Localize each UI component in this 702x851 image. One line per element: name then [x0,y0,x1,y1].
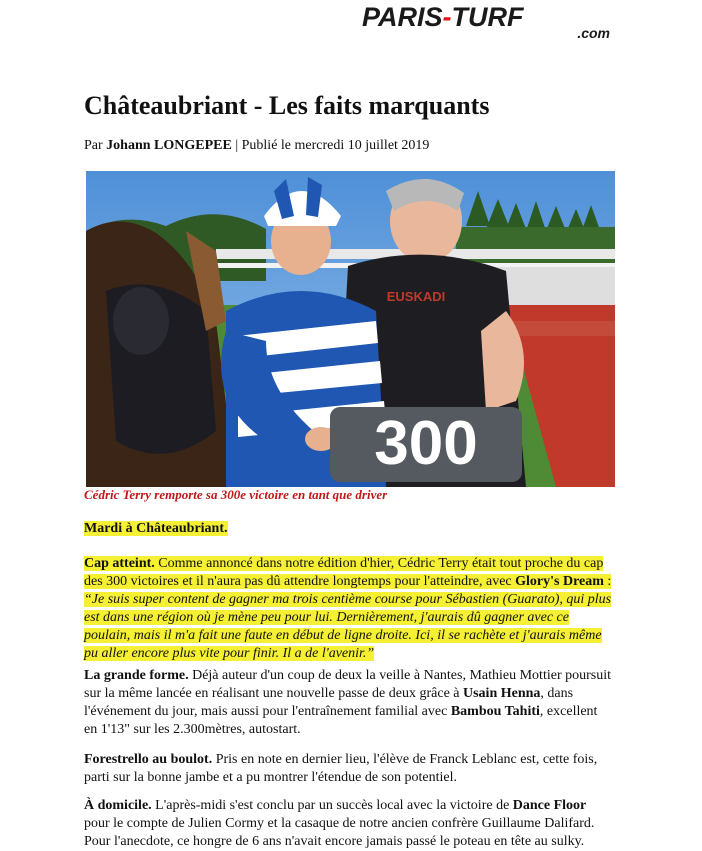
article-photo [86,171,615,487]
article-title: Châteaubriant - Les faits marquants [84,91,490,120]
author-name[interactable]: Johann LONGEPEE [106,138,232,153]
site-logo[interactable] [362,4,618,44]
quote-line: poulain, mais il m'a fait une faute en début de ligne droite. Ici, il se rachète et j'aurais même [84,628,602,643]
lead-cap-atteint: Cap atteint. [84,556,155,571]
horse-usain-henna: Usain Henna [463,686,541,701]
day-heading: Mardi à Châteaubriant. [84,521,228,536]
paragraph-a-domicile: À domicile. L'après-midi s'est conclu par un succès local avec la victoire de Dance Floor pour le compte de Julien Cormy et la casaque de notre ancien confrère Guillaume Dalifard. Pour l'anecdote, ce hongre de 6 ans n'avait encore jamais passé le poteau en tête au sulky. [84,798,595,849]
logo-domain: .com [577,25,610,41]
horse-bambou-tahiti: Bambou Tahiti [450,704,540,719]
article-byline: Par Johann LONGEPEE | Publié le mercredi 10 juillet 2019 [84,138,430,153]
logo-wordmark: PARIS-TURF [362,2,524,32]
paragraph-forestrello: Forestrello au boulot. Pris en note en dernier lieu, l'élève de Franck Leblanc est, cette fois, parti sur la bonne jambe et a pu montrer l'étendue de son potentiel. [84,752,598,785]
quote-line: est dans une région où je mène peu pour lui. Dernièrement, j'aurais dû gagner avec ce [84,610,569,625]
lead-a-domicile: À domicile. [84,798,152,813]
lead-grande-forme: La grande forme. [84,668,189,683]
quote-line: “Je suis super content de gagner ma trois centième course pour Sébastien (Guarato), qui plus [84,592,612,607]
paragraph-grande-forme: La grande forme. Déjà auteur d'un coup de deux la veille à Nantes, Mathieu Mottier poursuit sur la même lancée en réalisant une nouvelle passe de deux grâce à Usain Henna, dans l'événement du jour, mais aussi pour l'entraînement familial avec Bambou Tahiti, excellent en 1'13" sur les 2.300mètres, autostart. [84,668,611,737]
horse-glorys-dream: Glory's Dream [515,574,604,589]
photo-caption: Cédric Terry remporte sa 300e victoire en tant que driver [84,487,388,502]
quote-line: pu aller encore plus vite pour finir. Il a de l'avenir.” [84,646,375,661]
paragraph-cap-atteint: Cap atteint. Comme annoncé dans notre édition d'hier, Cédric Terry était tout proche du cap des 300 victoires et il n'aura pas dû attendre longtemps pour l'atteindre, avec Glory's Dream : “Je suis super content de gagner ma trois centième course pour Sébastien (Guarato), qui plus est dans une région où je mène peu pour lui. Dernièrement, j'aurais dû gagner avec ce poulain, mais il m'a fait une faute en début de ligne droite. Ici, il se rachète et j'aurais même pu aller encore plus vite pour finir. Il a de l'avenir.” [84,556,612,661]
lead-forestrello: Forestrello au boulot. [84,752,213,767]
horse-dance-floor: Dance Floor [512,798,587,813]
logo-accent-dash: - [442,2,452,32]
sign-number: 300 [374,409,478,478]
shirt-text: EUSKADI [386,289,446,304]
